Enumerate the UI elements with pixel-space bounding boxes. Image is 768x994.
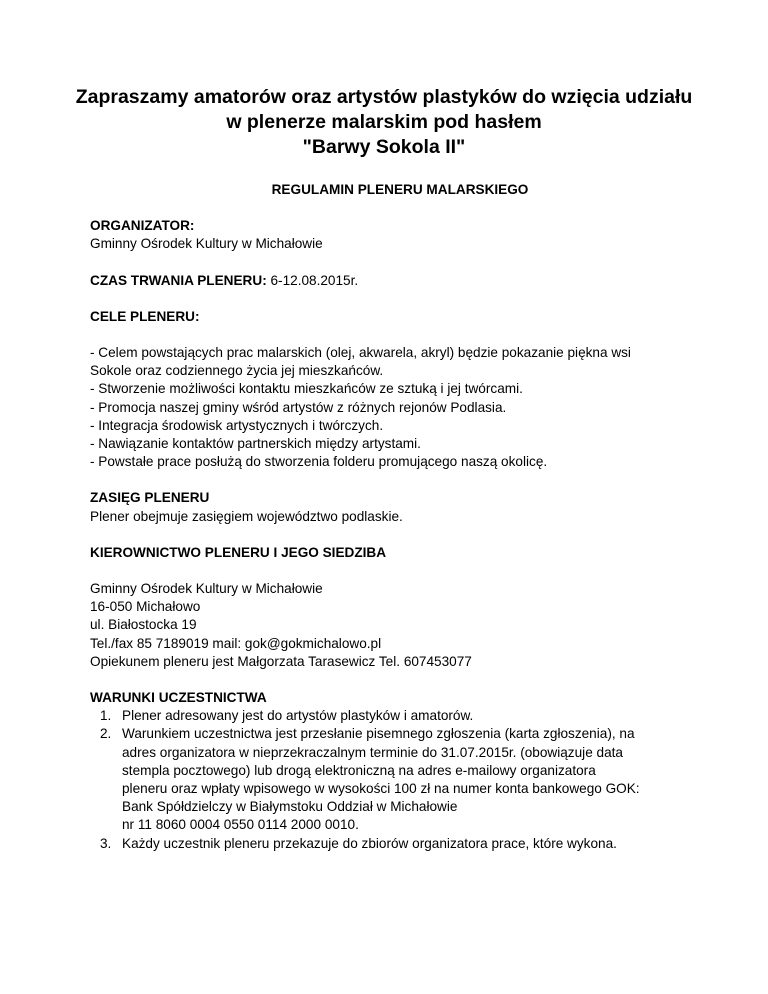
- management-label: KIEROWNICTWO PLENERU I JEGO SIEDZIBA: [90, 544, 387, 560]
- list-item-number: 1.: [100, 708, 112, 724]
- list-item-line: stempla pocztowego) lub drogą elektroniczną na adres e-mailowy organizatora: [122, 762, 596, 778]
- management-line: 16-050 Michałowo: [90, 599, 201, 615]
- list-item-line: nr 11 8060 0004 0550 0114 2000 0010.: [122, 817, 359, 833]
- duration-value: 6-12.08.2015r.: [266, 272, 359, 288]
- duration-label: CZAS TRWANIA PLENERU:: [90, 272, 267, 288]
- list-item-number: 3.: [100, 835, 112, 851]
- management-line: ul. Białostocka 19: [90, 617, 197, 633]
- title-line-1: Zapraszamy amatorów oraz artystów plastyków do wzięcia udziału: [75, 86, 693, 108]
- list-item-line: Bank Spółdzielczy w Białymstoku Oddział w Michałowie: [122, 799, 458, 815]
- organizer-value: Gminny Ośrodek Kultury w Michałowie: [90, 236, 323, 252]
- goals-section: [90, 308, 710, 472]
- goals-line: - Integracja środowisk artystycznych i twórczych.: [90, 417, 384, 433]
- management-line: Tel./fax 85 7189019 mail: gok@gokmichalowo.pl: [90, 635, 382, 651]
- management-details: [90, 580, 710, 671]
- goals-line: - Nawiązanie kontaktów partnerskich między artystami.: [90, 436, 421, 452]
- list-item-line: adres organizatora w nieprzekraczalnym terminie do 31.07.2015r. (obowiązuje data: [122, 744, 623, 760]
- regulations-body: [90, 181, 710, 853]
- conditions-section: [90, 689, 710, 853]
- scope-section: [90, 489, 710, 525]
- scope-value: Plener obejmuje zasięgiem województwo podlaskie.: [90, 508, 403, 524]
- goals-list: [90, 344, 710, 471]
- goals-line: Sokole oraz codziennego życia jej mieszkańców.: [90, 363, 384, 379]
- list-item: [90, 835, 710, 853]
- list-item-line: pleneru oraz wpłaty wpisowego w wysokości 100 zł na numer konta bankowego GOK:: [122, 781, 640, 797]
- goals-line: - Celem powstających prac malarskich (olej, akwarela, akryl) będzie pokazanie piękna wsi: [90, 345, 631, 361]
- list-item: [90, 725, 710, 834]
- conditions-list: [90, 707, 710, 853]
- organizer-section: [90, 217, 710, 253]
- list-item: [90, 707, 710, 725]
- scope-label: ZASIĘG PLENERU: [90, 490, 210, 506]
- duration-section: [90, 272, 710, 290]
- goals-line: - Powstałe prace posłużą do stworzenia folderu promującego naszą okolicę.: [90, 454, 548, 470]
- organizer-label: ORGANIZATOR:: [90, 218, 195, 234]
- list-item-line: Warunkiem uczestnictwa jest przesłanie pisemnego zgłoszenia (karta zgłoszenia), na: [122, 726, 635, 742]
- goals-line: - Stworzenie możliwości kontaktu mieszkańców ze sztuką i jej twórcami.: [90, 381, 523, 397]
- page-title: [60, 85, 708, 160]
- management-line: Gminny Ośrodek Kultury w Michałowie: [90, 581, 323, 597]
- management-section: [90, 544, 710, 671]
- list-item-line: Każdy uczestnik pleneru przekazuje do zbiorów organizatora prace, które wykona.: [122, 835, 617, 851]
- list-item-number: 2.: [100, 726, 112, 742]
- title-line-3: "Barwy Sokola II": [302, 136, 466, 158]
- management-line: Opiekunem pleneru jest Małgorzata Tarasewicz Tel. 607453077: [90, 653, 472, 669]
- goals-line: - Promocja naszej gminy wśród artystów z różnych rejonów Podlasia.: [90, 399, 507, 415]
- goals-label: CELE PLENERU:: [90, 308, 200, 324]
- list-item-line: Plener adresowany jest do artystów plastyków i amatorów.: [122, 708, 474, 724]
- conditions-label: WARUNKI UCZESTNICTWA: [90, 690, 267, 706]
- regulations-heading: REGULAMIN PLENERU MALARSKIEGO: [271, 182, 529, 197]
- title-line-2: w plenerze malarskim pod hasłem: [226, 111, 542, 133]
